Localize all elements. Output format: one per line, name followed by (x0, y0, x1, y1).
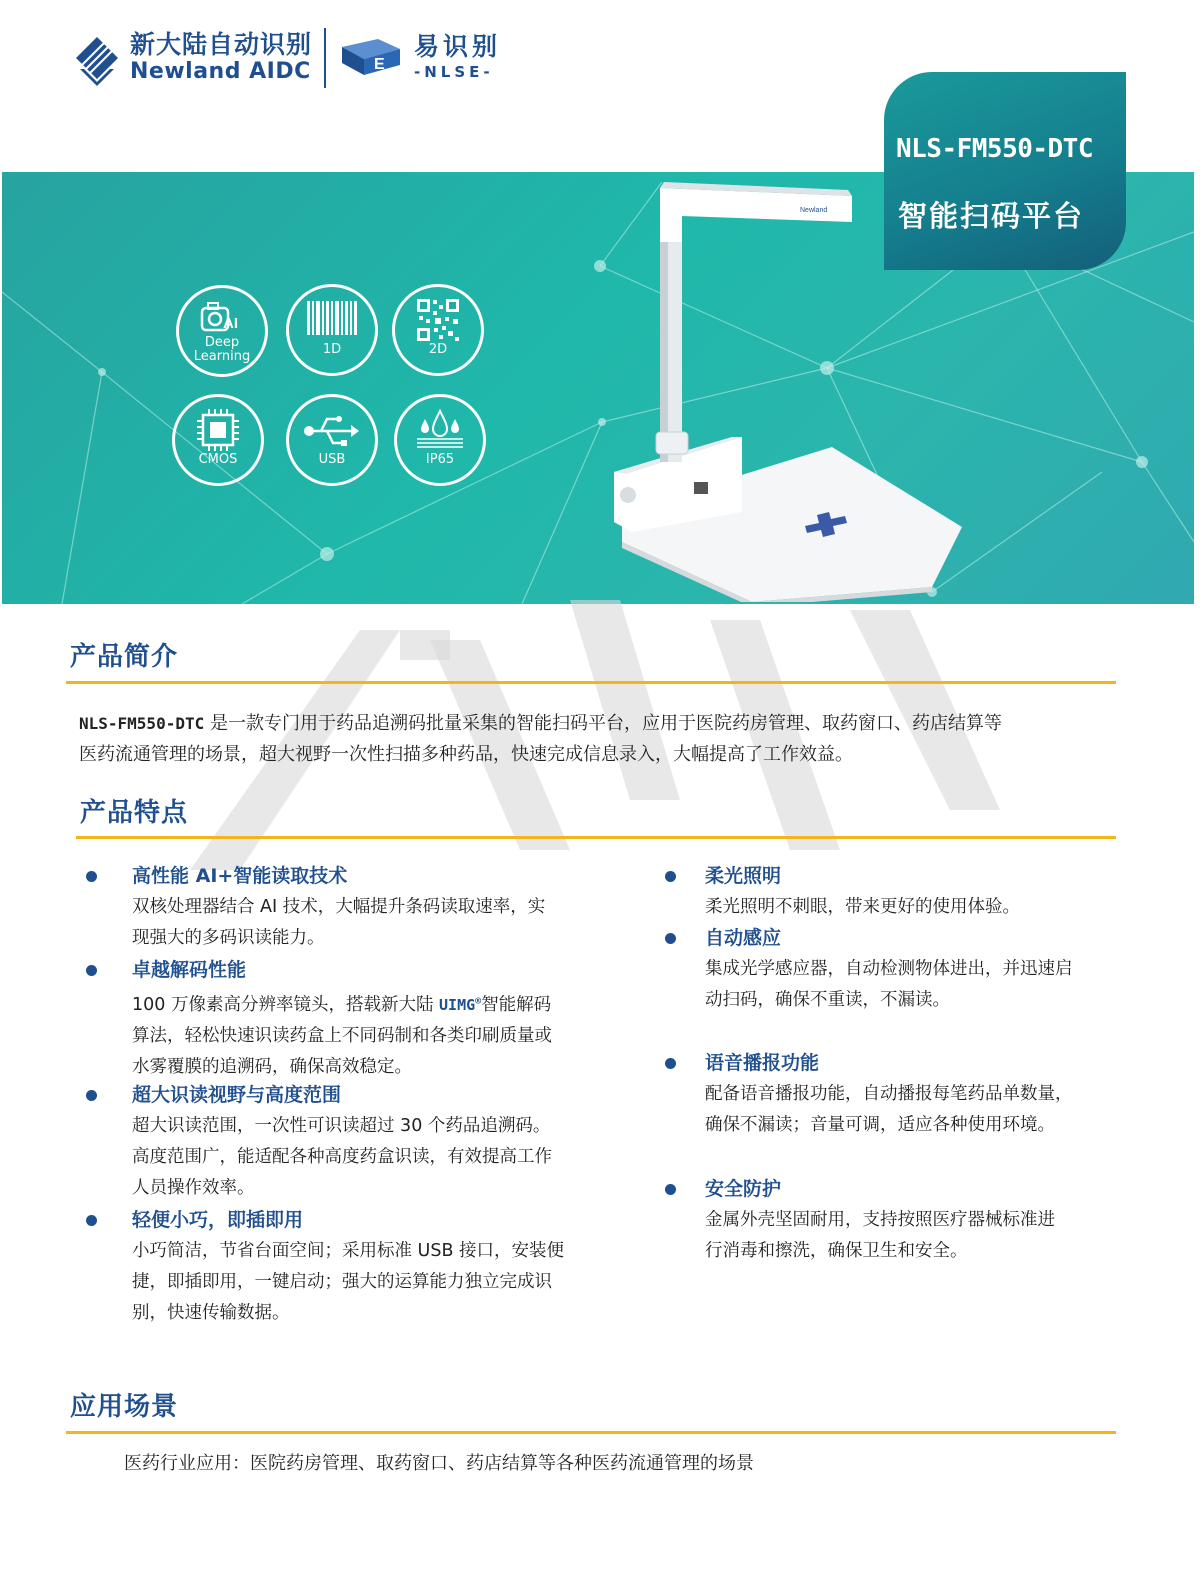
feature-line: 配备语音播报功能，自动播报每笔药品单数量， (705, 1084, 1073, 1104)
feature-title: 轻便小巧，即插即用 (132, 1209, 304, 1231)
feature-line: 水雾覆膜的追溯码，确保高效稳定。 (132, 1057, 412, 1077)
feature-line: 小巧简洁，节省台面空间；采用标准 USB 接口，安装便 (132, 1241, 565, 1261)
brand-name-cn: 新大陆自动识别 (130, 30, 313, 59)
feature-item (665, 1174, 1135, 1269)
feature-item (86, 1080, 626, 1205)
bullet-icon (86, 1090, 97, 1101)
feature-line: 确保不漏读；音量可调，适应各种使用环境。 (705, 1115, 1055, 1135)
feature-title: 超大识读视野与高度范围 (132, 1084, 342, 1106)
feature-line (132, 986, 552, 1021)
feature-line: 双核处理器结合 AI 技术，大幅提升条码读取速率，实 (132, 897, 546, 917)
device-label: Newland (800, 207, 828, 214)
feature-item (665, 923, 1135, 1018)
brand-divider (324, 28, 326, 88)
feature-line: 动扫码，确保不重读，不漏读。 (705, 990, 950, 1010)
feature-line: 高度范围广，能适配各种高度药盒识读，有效提高工作 (132, 1147, 552, 1167)
feature-title: 语音播报功能 (705, 1052, 820, 1074)
feature-desc (132, 986, 552, 1083)
feature-line: 柔光照明不刺眼，带来更好的使用体验。 (705, 897, 1020, 917)
product-title-box (884, 72, 1126, 270)
application-heading: 应用场景 (70, 1392, 179, 1422)
brand-name-en: Newland AIDC (130, 59, 311, 84)
features-rule (76, 836, 1116, 839)
feature-item (665, 861, 1135, 923)
ai-camera-icon (176, 285, 268, 377)
brand-header (74, 26, 501, 90)
feature-line: 金属外壳坚固耐用，支持按照医疗器械标准进 (705, 1210, 1055, 1230)
bullet-icon (86, 965, 97, 976)
uimg-text: UIMG (439, 996, 476, 1014)
bullet-icon (665, 1184, 676, 1195)
feature-line: 现强大的多码识读能力。 (132, 928, 325, 948)
nlse-logo-icon (338, 33, 404, 83)
intro-line-1 (79, 708, 1119, 739)
feature-line: 人员操作效率。 (132, 1178, 255, 1198)
sub-brand-cn: 易识别 (414, 32, 502, 61)
feature-title: 安全防护 (705, 1178, 782, 1200)
feature-line: 集成光学感应器，自动检测物体进出，并迅速启 (705, 959, 1073, 979)
feature-title: 卓越解码性能 (132, 959, 247, 981)
qr-2d-icon (392, 284, 484, 376)
sub-brand-en: -NLSE- (414, 63, 494, 81)
icon-label-2d: 2D (428, 342, 448, 357)
icon-label-deep: Deep (204, 335, 240, 350)
svg-text:E: E (374, 56, 385, 73)
usb-icon (286, 394, 378, 486)
bullet-icon (86, 1215, 97, 1226)
barcode-1d-icon (286, 284, 378, 376)
icon-label-1d: 1D (322, 342, 342, 357)
product-name: 智能扫码平台 (898, 199, 1085, 233)
newland-logo-icon (74, 35, 120, 81)
feature-item (86, 955, 626, 1080)
feature-line: 算法，轻松快速识读药盒上不同码制和各类印刷质量或 (132, 1026, 552, 1046)
feature-item (86, 861, 626, 956)
cmos-chip-icon (172, 394, 264, 486)
application-rule (66, 1431, 1116, 1434)
feature-item (665, 1048, 1135, 1143)
feature-item (86, 1205, 626, 1330)
intro-heading: 产品简介 (70, 642, 179, 672)
intro-rule (66, 681, 1116, 684)
intro-text-1: 是一款专门用于药品追溯码批量采集的智能扫码平台，应用于医院药房管理、取药窗口、药店结算等 (204, 713, 1002, 734)
feature-desc (132, 1111, 552, 1204)
nlse-text (414, 33, 501, 83)
feature-desc (705, 1205, 1055, 1267)
brand-text (130, 31, 312, 85)
bullet-icon (665, 871, 676, 882)
ip65-icon (394, 394, 486, 486)
application-text: 医药行业应用：医院药房管理、取药窗口、药店结算等各种医药流通管理的场景 (124, 1453, 754, 1474)
feature-desc (132, 1236, 564, 1329)
intro-paragraph (79, 708, 1119, 770)
bullet-icon (665, 933, 676, 944)
feature-line: 捷，即插即用，一键启动；强大的运算能力独立完成识 (132, 1272, 552, 1292)
feature-desc (705, 954, 1073, 1016)
intro-line-2: 医药流通管理的场景，超大视野一次性扫描多种药品，快速完成信息录入，大幅提高了工作效益。 (79, 744, 853, 765)
feature-line: 别，快速传输数据。 (132, 1303, 290, 1323)
registered-mark: ® (475, 996, 482, 1007)
feature-line: 超大识读范围，一次性可识读超过 30 个药品追溯码。 (132, 1116, 551, 1136)
intro-model: NLS-FM550-DTC (79, 714, 205, 733)
bullet-icon (86, 871, 97, 882)
bullet-icon (665, 1058, 676, 1069)
icon-label-ip65: IP65 (425, 452, 455, 467)
feature-line: 行消毒和擦洗，确保卫生和安全。 (705, 1241, 968, 1261)
icon-label-learning: Learning (193, 349, 251, 364)
feature-title: 自动感应 (705, 927, 782, 949)
feature-desc (132, 892, 545, 954)
icon-label-usb: USB (318, 452, 346, 467)
feature-text: 智能解码 (481, 995, 552, 1015)
features-heading: 产品特点 (80, 798, 189, 828)
uimg-brand (439, 996, 481, 1014)
feature-desc (705, 892, 1020, 923)
icon-label-cmos: CMOS (198, 452, 238, 467)
product-model: NLS-FM550-DTC (896, 134, 1093, 164)
feature-text: 100 万像素高分辨率镜头，搭载新大陆 (132, 995, 440, 1015)
feature-desc (705, 1079, 1073, 1141)
feature-title: 柔光照明 (705, 865, 782, 887)
feature-title: 高性能 AI+智能读取技术 (132, 865, 348, 887)
svg-text:AI: AI (223, 315, 238, 332)
